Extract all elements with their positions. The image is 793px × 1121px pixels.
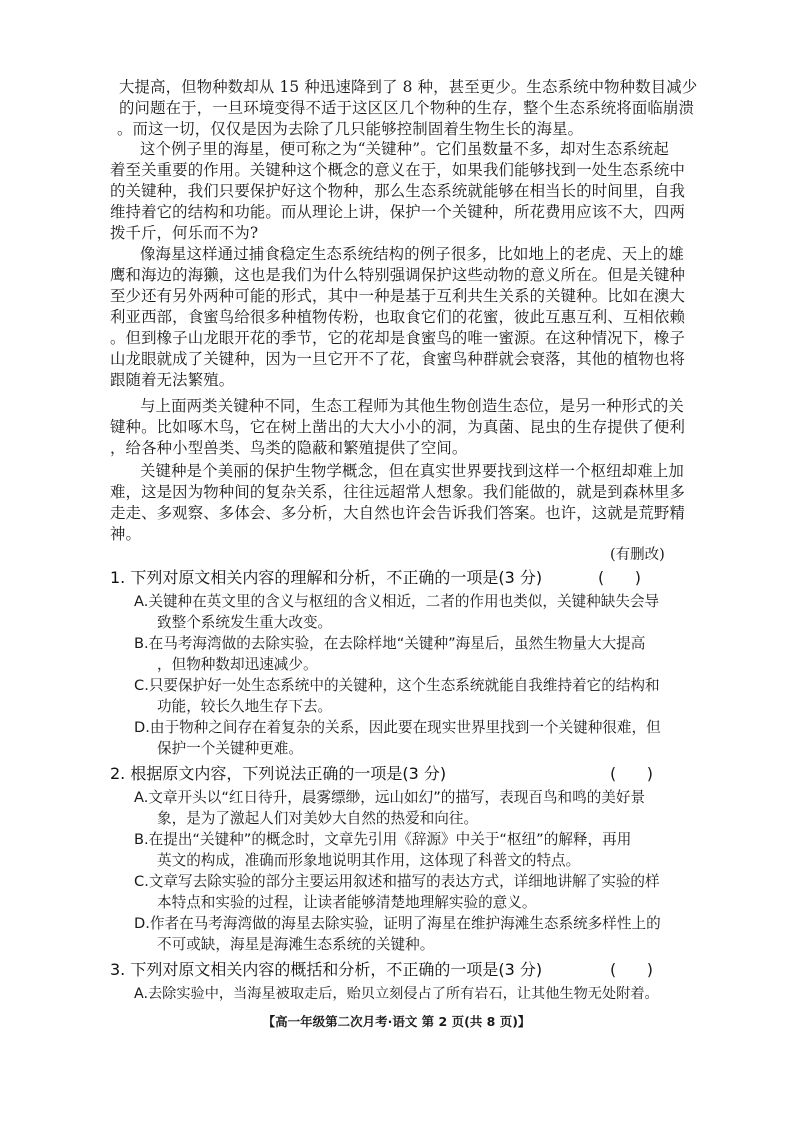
- passage-line: 维持着它的结构和功能。而从理论上讲，保护一个关键种，所花费用应该不大，四两: [110, 203, 686, 221]
- answer-blank[interactable]: ( ): [610, 764, 653, 783]
- passage-line: 的问题在于，一旦环境变得不适于这区区几个物种的生存，整个生态系统将面临崩溃: [119, 99, 695, 117]
- option-c: C.文章写去除实验的部分主要运用叙述和描写的表达方式，详细地讲解了实验的样: [134, 873, 660, 890]
- passage-line: 着至关重要的作用。关键种这个概念的意义在于，如果我们能够找到一处生态系统中: [110, 161, 686, 179]
- option-a: A.关键种在英文里的含义与枢纽的含义相近，二者的作用也类似，关键种缺失会导: [134, 593, 660, 610]
- option-c-cont: 功能，较长久地生存下去。: [157, 698, 333, 715]
- option-d-cont: 保护一个关键种更难。: [157, 740, 303, 757]
- passage-line: 跟随着无法繁殖。: [110, 371, 235, 389]
- passage-line: 山龙眼就成了关键种，因为一旦它开不了花，食蜜鸟种群就会衰落，其他的植物也将: [110, 350, 686, 368]
- option-c-cont: 本特点和实验的过程，让读者能够清楚地理解实验的意义。: [157, 894, 537, 911]
- question-stem: 2. 根据原文内容，下列说法正确的一项是(3 分): [110, 764, 447, 783]
- option-b: B.在马考海湾做的去除实验，在去除样地“关键种”海星后，虽然生物量大大提高: [134, 635, 646, 652]
- page-footer: 【高一年级第二次月考·语文 第 2 页(共 8 页)】: [262, 1014, 531, 1029]
- passage-line: 这个例子里的海星，便可称之为“关键种”。它们虽数量不多，却对生态系统起: [140, 140, 669, 158]
- option-b-cont: 英文的构成，准确而形象地说明其作用，这体现了科普文的特点。: [157, 852, 581, 869]
- passage-line: 的关键种，我们只要保护好这个物种，那么生态系统就能够在相当长的时间里，自我: [110, 182, 686, 200]
- passage-line: 像海星这样通过捕食稳定生态系统结构的例子很多，比如地上的老虎、天上的雄: [140, 245, 684, 263]
- passage-line: 大提高，但物种数却从 15 种迅速降到了 8 种，甚至更少。生态系统中物种数目减少: [119, 78, 698, 96]
- option-b: B.在提出“关键种”的概念时，文章先引用《辞源》中关于“枢纽”的解释，再用: [134, 831, 632, 848]
- abridged-note: (有删改): [610, 547, 665, 563]
- option-a: A.去除实验中，当海星被取走后，贻贝立刻侵占了所有岩石，让其他生物无处附着。: [134, 986, 659, 1002]
- option-a: A.文章开头以“红日待升，晨雾缥缈，远山如幻”的描写，表现百鸟和鸣的美好景: [134, 789, 646, 806]
- answer-blank[interactable]: ( ): [598, 568, 641, 587]
- passage-line: 鹰和海边的海獭，这也是我们为什么特别强调保护这些动物的意义所在。但是关键种: [110, 266, 686, 284]
- passage-line: 。而这一切，仅仅是因为去除了几只能够控制固着生物生长的海星。: [117, 120, 584, 138]
- option-d-cont: 不可或缺，海星是海滩生态系统的关键种。: [157, 936, 435, 953]
- option-b-cont: ，但物种数却迅速减少。: [157, 656, 318, 673]
- passage-line: 至少还有另外两种可能的形式，其中一种是基于互利共生关系的关键种。比如在澳大: [110, 287, 686, 305]
- option-d: D.由于物种之间存在着复杂的关系，因此要在现实世界里找到一个关键种很难，但: [134, 719, 661, 736]
- passage-line: 键种。比如啄木鸟，它在树上凿出的大大小小的洞，为真菌、昆虫的生存提供了便利: [110, 418, 686, 436]
- option-a-cont: 象，是为了激起人们对美妙大自然的热爱和向往。: [157, 810, 479, 827]
- question-stem: 3. 下列对原文相关内容的概括和分析，不正确的一项是(3 分): [110, 960, 543, 979]
- option-c: C.只要保护好一处生态系统中的关键种，这个生态系统就能自我维持着它的结构和: [134, 677, 660, 694]
- answer-blank[interactable]: ( ): [610, 960, 653, 979]
- option-a-cont: 致整个系统发生重大改变。: [157, 614, 333, 631]
- passage-line: 利亚西部，食蜜鸟给很多种植物传粉，也取食它们的花蜜，彼此互惠互利、互相依赖: [110, 308, 686, 326]
- passage-line: 走走、多观察、多体会、多分析，大自然也许会告诉我们答案。也许，这就是荒野精: [110, 504, 686, 522]
- passage-line: 神。: [110, 525, 142, 543]
- question-stem: 1. 下列对原文相关内容的理解和分析，不正确的一项是(3 分): [110, 568, 543, 587]
- passage-line: 拨千斤，何乐而不为?: [110, 224, 259, 242]
- passage-line: ，给各种小型兽类、鸟类的隐蔽和繁殖提供了空间。: [110, 439, 468, 457]
- option-d: D.作者在马考海湾做的海星去除实验，证明了海星在维护海滩生态系统多样性上的: [134, 915, 661, 932]
- passage-line: 关键种是个美丽的保护生物学概念，但在真实世界要找到这样一个枢纽却难上加: [140, 462, 684, 480]
- passage-line: 。但到橡子山龙眼开花的季节，它的花却是食蜜鸟的唯一蜜源。在这种情况下，橡子: [110, 329, 686, 347]
- passage-line: 难，这是因为物种间的复杂关系，往往远超常人想象。我们能做的，就是到森林里多: [110, 483, 686, 501]
- passage-line: 与上面两类关键种不同，生态工程师为其他生物创造生态位，是另一种形式的关: [140, 397, 684, 415]
